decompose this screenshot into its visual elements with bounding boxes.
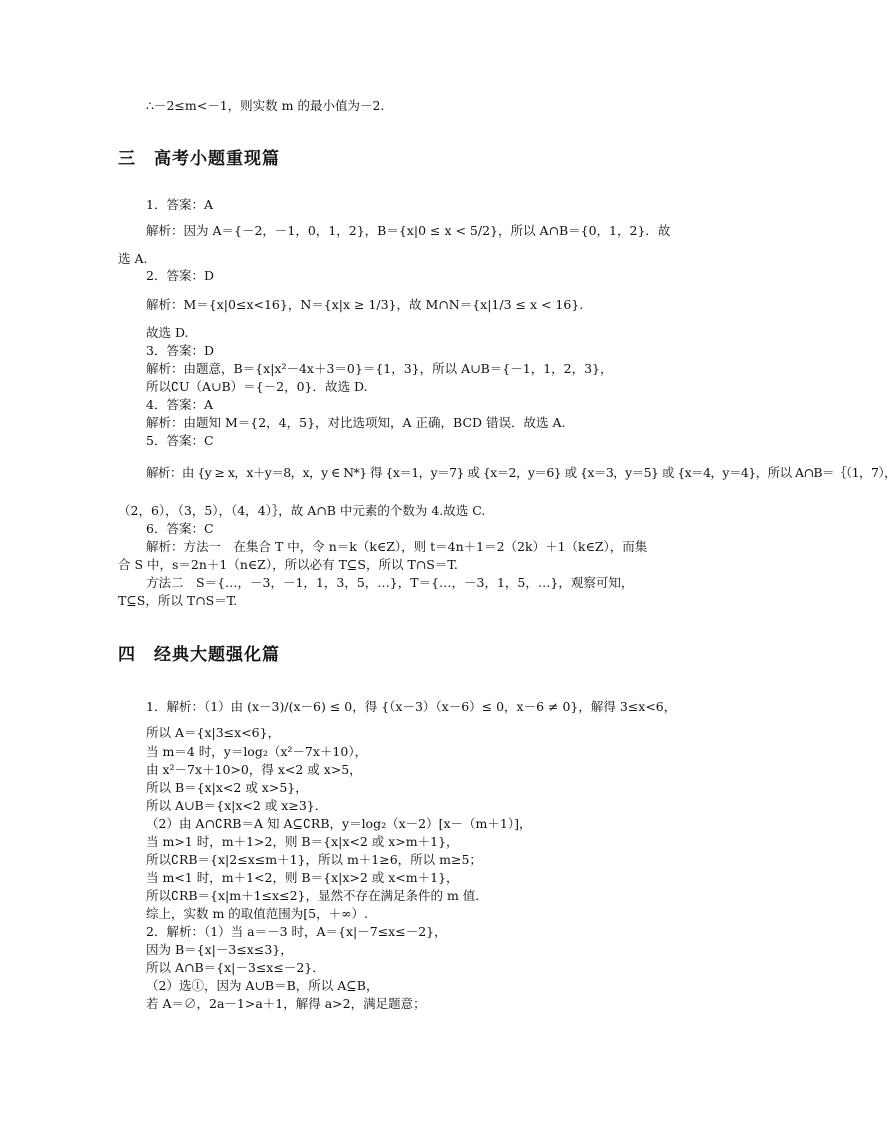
s4-line: 当 m>1 时，m＋1>2，则 B＝{x|x<2 或 x>m＋1}， bbox=[146, 834, 459, 849]
s3-line: 5．答案：C bbox=[146, 433, 214, 448]
s3-line: 2．答案：D bbox=[146, 268, 214, 283]
s4-line: 所以 A＝{x|3≤x<6}， bbox=[146, 725, 281, 740]
s4-line: （2）由 A∩∁RB＝A 知 A⊆∁RB，y＝log₂（x－2）[x－（m＋1）]， bbox=[146, 816, 532, 831]
section-4-heading: 四 经典大题强化篇 bbox=[118, 645, 280, 665]
s4-line: 当 m<1 时，m＋1<2，则 B＝{x|x>2 或 x<m＋1}， bbox=[146, 870, 459, 885]
s4-line: 当 m＝4 时，y＝log₂（x²－7x＋10）， bbox=[146, 744, 368, 759]
s3-line: 选 A. bbox=[118, 251, 148, 266]
intro-line: ∴－2≤m<－1，则实数 m 的最小值为－2. bbox=[146, 98, 385, 113]
s3-line: 所以∁U（A∪B）＝{－2，0}．故选 D. bbox=[146, 379, 368, 394]
s4-line: 所以 B＝{x|x<2 或 x>5}， bbox=[146, 780, 308, 795]
s4-line: 因为 B＝{x|－3≤x≤3}， bbox=[146, 942, 293, 957]
s3-line: 方法二 S＝{…，－3，－1，1，3，5，…}，T＝{…，－3，1，5，…}，观察可知， bbox=[146, 575, 634, 590]
s4-line: 所以∁RB＝{x|m＋1≤x≤2}，显然不存在满足条件的 m 值． bbox=[146, 888, 488, 903]
s4-line: 所以∁RB＝{x|2≤x≤m＋1}，所以 m＋1≥6，所以 m≥5； bbox=[146, 852, 482, 867]
s4-line: 若 A＝∅，2a－1>a＋1，解得 a>2，满足题意； bbox=[146, 996, 426, 1011]
s3-line: 6．答案：C bbox=[146, 521, 214, 536]
s4-line: 所以 A∩B＝{x|－3≤x≤－2}． bbox=[146, 960, 325, 975]
s3-line: 解析：因为 A＝{－2，－1，0，1，2}，B＝{x|0 ≤ x < 5/2}，所以 A∩B＝{0，1，2}．故 bbox=[146, 223, 671, 238]
s3-line: T⊆S，所以 T∩S＝T. bbox=[118, 593, 238, 608]
s3-line: 1．答案：A bbox=[146, 197, 213, 212]
s3-line: 解析：方法一 在集合 T 中，令 n＝k（k∈Z），则 t＝4n＋1＝2（2k）＋1（k∈Z），而集 bbox=[146, 539, 648, 554]
s3-line: 解析：由题知 M＝{2，4，5}，对比选项知，A 正确，BCD 错误．故选 A. bbox=[146, 415, 566, 430]
s4-line: （2）选①，因为 A∪B＝B，所以 A⊆B， bbox=[146, 978, 379, 993]
s4-line: 2．解析：（1）当 a＝－3 时，A＝{x|－7≤x≤－2}， bbox=[146, 924, 447, 939]
s4-line: 综上，实数 m 的取值范围为[5，＋∞）. bbox=[146, 906, 369, 921]
s3-line: 解析：M＝{x|0≤x<16}，N＝{x|x ≥ 1/3}，故 M∩N＝{x|1/3 ≤ x < 16}. bbox=[146, 297, 584, 312]
s4-line: 所以 A∪B＝{x|x<2 或 x≥3}． bbox=[146, 798, 328, 813]
s3-line: 4．答案：A bbox=[146, 397, 213, 412]
s3-line: 故选 D. bbox=[146, 325, 189, 340]
s3-line: 合 S 中，s＝2n＋1（n∈Z），所以必有 T⊆S，所以 T∩S＝T. bbox=[118, 557, 458, 572]
s3-line: （2，6），（3，5），（4，4）｝，故 A∩B 中元素的个数为 4.故选 C. bbox=[118, 503, 486, 518]
s3-line: 解析：由 {y ≥ x，x＋y＝8，x，y ∈ N*} 得 {x＝1，y＝7} 或 {x＝2，y＝6} 或 {x＝3，y＝5} 或 {x＝4，y＝4}，所以 A∩B＝｛（1，7）， bbox=[146, 465, 896, 480]
s4-line: 1．解析：（1）由 (x－3)/(x－6) ≤ 0，得 {（x－3）（x－6）≤ 0，x－6 ≠ 0}，解得 3≤x<6， bbox=[146, 699, 677, 714]
s3-line: 解析：由题意，B＝{x|x²－4x＋3＝0}＝{1，3}，所以 A∪B＝{－1，1，2，3}， bbox=[146, 361, 613, 376]
s3-line: 3．答案：D bbox=[146, 343, 214, 358]
s4-line: 由 x²－7x＋10>0，得 x<2 或 x>5， bbox=[146, 762, 362, 777]
section-3-heading: 三 高考小题重现篇 bbox=[118, 149, 280, 169]
